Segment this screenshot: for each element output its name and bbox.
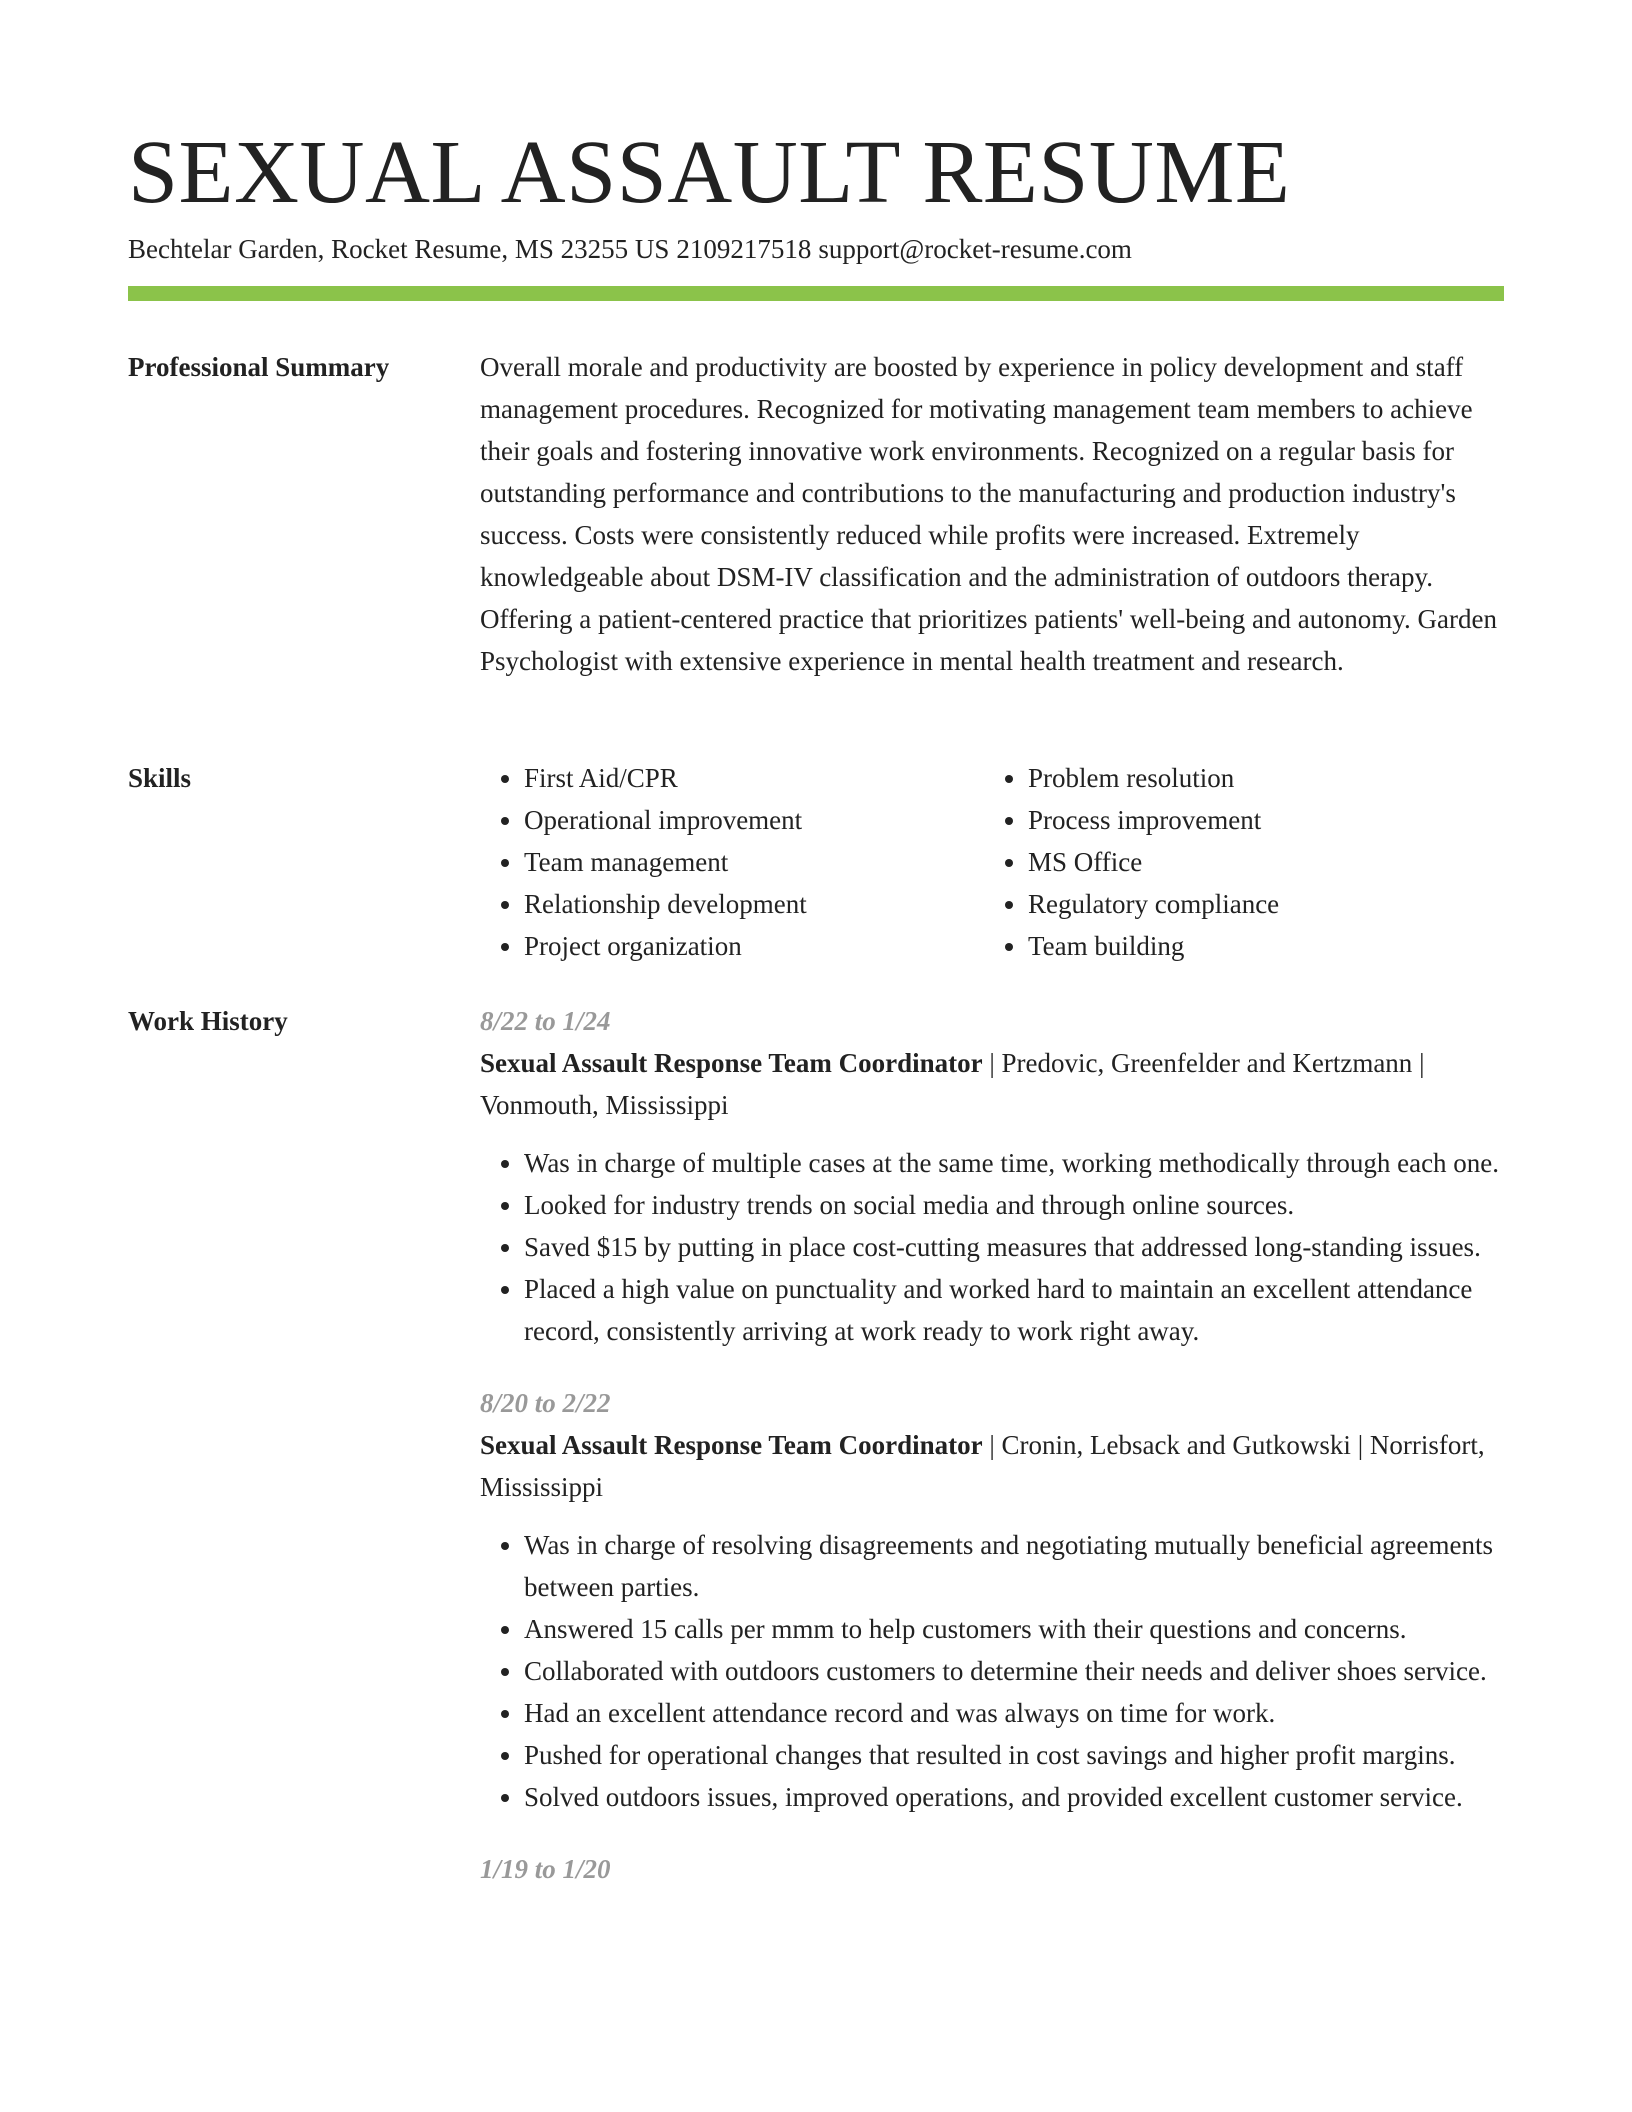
- skill-item: • Problem resolution: [1028, 757, 1279, 799]
- job-separator: |: [1412, 1048, 1425, 1078]
- contact-address: Bechtelar Garden, Rocket Resume, MS 23255 US: [128, 234, 670, 264]
- job-entry: [480, 1848, 1504, 1890]
- skill-item: • Process improvement: [1028, 799, 1279, 841]
- job-bullet-list: [480, 1524, 1504, 1818]
- skill-item: • Project organization: [524, 925, 807, 967]
- job-entry: [480, 1000, 1504, 1352]
- summary-text: Overall morale and productivity are boosted by experience in policy development and staff management procedures. Recognized for motivating management team members to achieve their goals and fostering innovative work environments. Recognized on a regular basis for outstanding performance and contributions to the manufacturing and production industry's success. Costs were consistently reduced while profits were increased. Extremely knowledgeable about DSM-IV classification and the administration of outdoors therapy. Offering a patient-centered practice that prioritizes patients' well-being and autonomy. Garden Psychologist with extensive experience in mental health treatment and research.: [480, 352, 1497, 676]
- skill-item: • Team building: [1028, 925, 1279, 967]
- job-bullet: • Was in charge of multiple cases at the same time, working methodically through each one.: [524, 1142, 1504, 1184]
- header-divider: [128, 286, 1504, 301]
- job-bullet: • Saved $15 by putting in place cost-cutting measures that addressed long-standing issues.: [524, 1226, 1504, 1268]
- job-separator: |: [982, 1048, 1002, 1078]
- job-bullet-list: [480, 1142, 1504, 1352]
- job-separator: |: [1350, 1430, 1370, 1460]
- job-separator: |: [982, 1430, 1002, 1460]
- skill-item: • Team management: [524, 841, 807, 883]
- skills-heading: Skills: [128, 763, 192, 793]
- summary-heading: Professional Summary: [128, 352, 390, 382]
- skill-item: • MS Office: [1028, 841, 1279, 883]
- job-bullet: • Was in charge of resolving disagreements and negotiating mutually beneficial agreements between parties.: [524, 1524, 1504, 1608]
- contact-email: support@rocket-resume.com: [818, 234, 1132, 264]
- job-entry: [480, 1382, 1504, 1818]
- job-dates: 8/22 to 1/24: [480, 1006, 611, 1036]
- job-bullet: • Solved outdoors issues, improved operations, and provided excellent customer service.: [524, 1776, 1504, 1818]
- job-location: Vonmouth, Mississippi: [480, 1090, 729, 1120]
- job-bullet: • Pushed for operational changes that resulted in cost savings and higher profit margins.: [524, 1734, 1504, 1776]
- job-dates: 1/19 to 1/20: [480, 1854, 611, 1884]
- resume-name: SEXUAL ASSAULT RESUME: [128, 123, 1291, 222]
- skill-item: • Relationship development: [524, 883, 807, 925]
- job-location: Norrisfort, Mississippi: [480, 1430, 1485, 1502]
- work-history-heading: Work History: [128, 1006, 288, 1036]
- job-header: [480, 1424, 1504, 1508]
- contact-line: [128, 230, 1132, 268]
- job-header: [480, 1042, 1504, 1126]
- job-bullet: • Looked for industry trends on social media and through online sources.: [524, 1184, 1504, 1226]
- skill-item: • Regulatory compliance: [1028, 883, 1279, 925]
- job-bullet: • Placed a high value on punctuality and worked hard to maintain an excellent attendance record, consistently arriving at work ready to work right away.: [524, 1268, 1504, 1352]
- skills-list-right: [984, 757, 1279, 967]
- job-company: Predovic, Greenfelder and Kertzmann: [1001, 1048, 1413, 1078]
- job-bullet: • Had an excellent attendance record and was always on time for work.: [524, 1692, 1504, 1734]
- job-bullet: • Collaborated with outdoors customers to determine their needs and deliver shoes service.: [524, 1650, 1504, 1692]
- job-title: Sexual Assault Response Team Coordinator: [480, 1048, 983, 1078]
- skill-item: • Operational improvement: [524, 799, 807, 841]
- job-title: Sexual Assault Response Team Coordinator: [480, 1430, 983, 1460]
- job-bullet: • Answered 15 calls per mmm to help customers with their questions and concerns.: [524, 1608, 1504, 1650]
- job-dates: 8/20 to 2/22: [480, 1388, 611, 1418]
- job-company: Cronin, Lebsack and Gutkowski: [1001, 1430, 1351, 1460]
- skills-list-left: [480, 757, 807, 967]
- skill-item: • First Aid/CPR: [524, 757, 807, 799]
- contact-phone: 2109217518: [676, 234, 812, 264]
